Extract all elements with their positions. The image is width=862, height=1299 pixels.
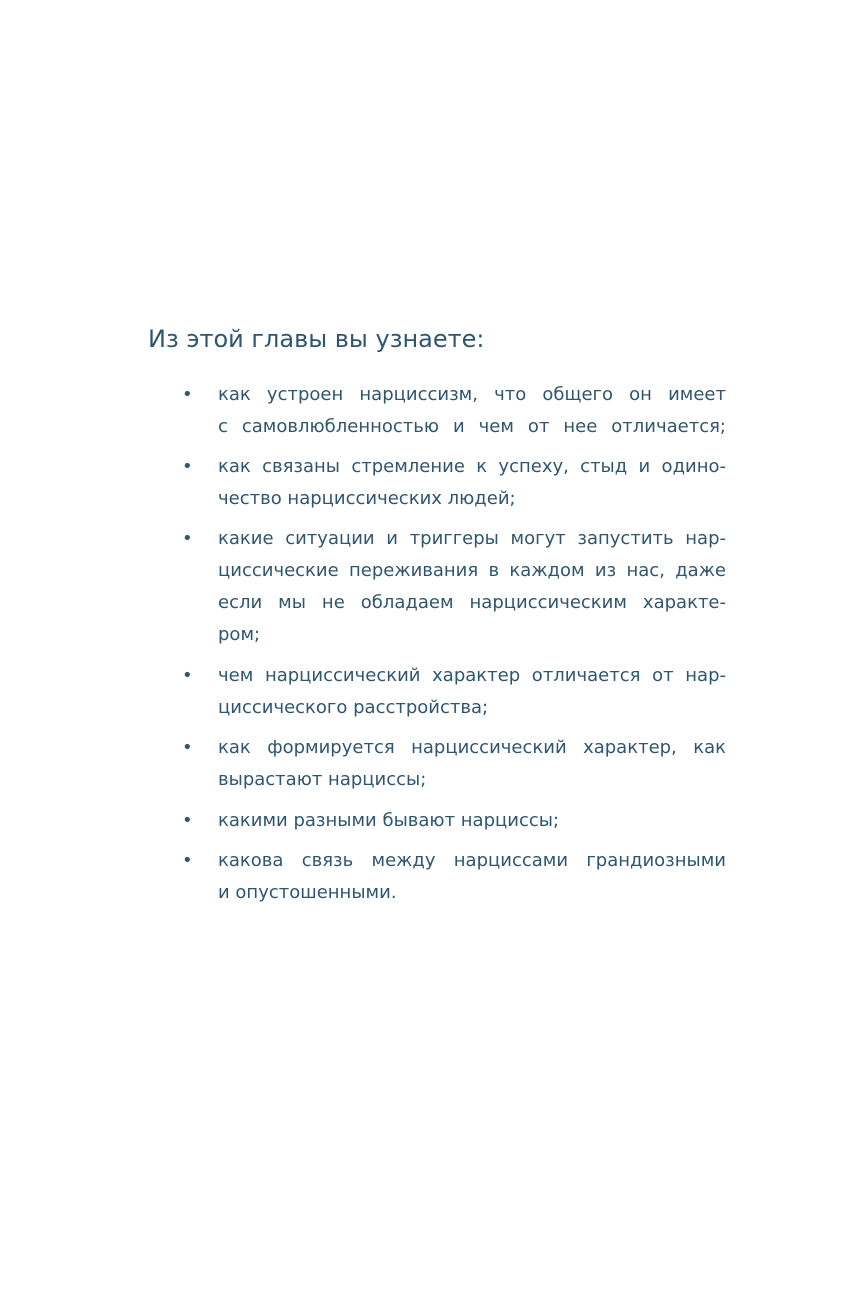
bullet-icon: •: [182, 456, 193, 477]
list-item-line: чем нарциссический характер отличается от нар-: [218, 665, 726, 686]
chapter-intro-heading: Из этой главы вы узнаете:: [148, 325, 485, 353]
list-item-line: ром;: [218, 624, 261, 645]
list-item-line: какими разными бывают нарциссы;: [218, 810, 560, 831]
list-item-line: циссические переживания в каждом из нас, даже: [218, 560, 726, 581]
list-item-line: и опустошенными.: [218, 882, 397, 903]
bullet-icon: •: [182, 810, 193, 831]
list-item-line: как устроен нарциссизм, что общего он имеет: [218, 384, 726, 405]
list-item-line: как формируется нарциссический характер, как: [218, 737, 726, 758]
list-item-line: как связаны стремление к успеху, стыд и одино-: [218, 456, 726, 477]
list-item-line: циссического расстройства;: [218, 697, 489, 718]
list-item-line: если мы не обладаем нарциссическим характе-: [218, 592, 726, 613]
list-item-line: с самовлюбленностью и чем от нее отличается;: [218, 416, 726, 437]
list-item-line: какие ситуации и триггеры могут запустить нар-: [218, 528, 726, 549]
list-item-line: вырастают нарциссы;: [218, 769, 427, 790]
bullet-icon: •: [182, 384, 193, 405]
list-item-line: чество нарциссических людей;: [218, 488, 516, 509]
bullet-icon: •: [182, 528, 193, 549]
bullet-icon: •: [182, 850, 193, 871]
bullet-icon: •: [182, 737, 193, 758]
bullet-icon: •: [182, 665, 193, 686]
list-item-line: какова связь между нарциссами грандиозными: [218, 850, 726, 871]
